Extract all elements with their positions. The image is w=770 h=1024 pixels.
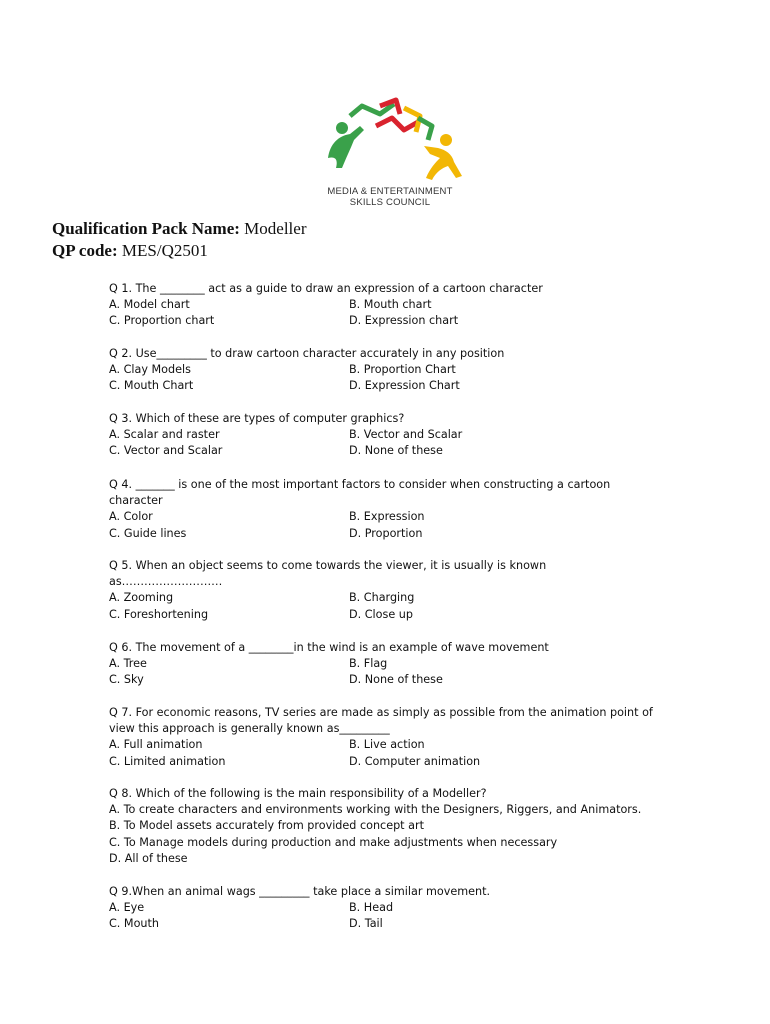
option-b: B. Live action xyxy=(349,738,425,752)
question-1 xyxy=(109,281,709,330)
question-9 xyxy=(109,884,709,933)
question-text: Q 2. Use_________ to draw cartoon character accurately in any position xyxy=(109,347,505,360)
option-a: A. Tree xyxy=(109,657,147,671)
qp-code-line xyxy=(52,241,208,261)
mes-logo-graphic xyxy=(320,96,470,186)
question-8 xyxy=(109,786,709,867)
option-b: B. Proportion Chart xyxy=(349,363,456,377)
mes-logo xyxy=(320,96,470,216)
option-b: B. Mouth chart xyxy=(349,298,432,312)
option-d: D. Computer animation xyxy=(349,754,481,768)
qp-code-label: QP code: xyxy=(52,241,118,260)
question-text: Q 7. For economic reasons, TV series are made as simply as possible from the animation point of xyxy=(109,706,653,719)
option-b: B. To Model assets accurately from provided concept art xyxy=(109,819,424,833)
option-a: A. Eye xyxy=(109,901,145,915)
option-c: C. Foreshortening xyxy=(109,607,209,621)
option-d: D. All of these xyxy=(109,851,188,865)
pack-name-value: Modeller xyxy=(239,219,307,238)
option-a: A. Zooming xyxy=(109,591,174,605)
option-d: D. Expression chart xyxy=(349,314,459,328)
option-a: A. To create characters and environments working with the Designers, Riggers, and Animators. xyxy=(109,803,642,817)
option-c: C. Guide lines xyxy=(109,526,187,540)
option-b: B. Expression xyxy=(349,510,425,524)
option-b: B. Flag xyxy=(349,657,388,671)
question-2 xyxy=(109,346,709,395)
option-a: A. Model chart xyxy=(109,298,190,312)
option-a: A. Clay Models xyxy=(109,363,191,377)
question-6 xyxy=(109,640,709,689)
question-text-cont: character xyxy=(109,494,163,508)
question-text: Q 1. The ________ act as a guide to draw an expression of a cartoon character xyxy=(109,282,543,295)
option-c: C. Mouth Chart xyxy=(109,379,194,393)
question-text: Q 4. _______ is one of the most important factors to consider when constructing a cartoon xyxy=(109,478,611,491)
logo-line-1: MEDIA & ENTERTAINMENT xyxy=(327,186,453,197)
option-b: B. Vector and Scalar xyxy=(349,428,463,442)
option-d: D. None of these xyxy=(349,673,443,687)
question-7 xyxy=(109,705,709,770)
question-text: Q 8. Which of the following is the main responsibility of a Modeller? xyxy=(109,787,487,800)
option-c: C. Mouth xyxy=(109,917,159,931)
question-text: Q 5. When an object seems to come towards the viewer, it is usually is known xyxy=(109,559,547,572)
option-c: C. Limited animation xyxy=(109,754,226,768)
pack-name-line xyxy=(52,219,307,239)
qp-code-value: MES/Q2501 xyxy=(117,241,208,260)
question-text: Q 3. Which of these are types of computer graphics? xyxy=(109,412,405,425)
question-4 xyxy=(109,477,709,542)
option-a: A. Color xyxy=(109,510,153,524)
pack-name-label: Qualification Pack Name: xyxy=(52,219,240,238)
option-d: D. Expression Chart xyxy=(349,379,460,393)
option-c: C. Proportion chart xyxy=(109,314,215,328)
option-b: B. Charging xyxy=(349,591,415,605)
option-b: B. Head xyxy=(349,901,394,915)
option-c: C. To Manage models during production and make adjustments when necessary xyxy=(109,835,558,849)
option-d: D. None of these xyxy=(349,444,443,458)
option-c: C. Vector and Scalar xyxy=(109,444,223,458)
question-text: Q 6. The movement of a ________in the wind is an example of wave movement xyxy=(109,641,549,654)
option-a: A. Full animation xyxy=(109,738,203,752)
option-d: D. Close up xyxy=(349,607,413,621)
question-text: Q 9.When an animal wags _________ take place a similar movement. xyxy=(109,885,491,898)
question-text-cont: view this approach is generally known as_________ xyxy=(109,722,390,736)
option-d: D. Proportion xyxy=(349,526,423,540)
question-3 xyxy=(109,411,709,460)
option-c: C. Sky xyxy=(109,673,144,687)
option-d: D. Tail xyxy=(349,917,383,931)
question-5 xyxy=(109,558,709,623)
option-a: A. Scalar and raster xyxy=(109,428,220,442)
question-text-cont: as……………………… xyxy=(109,575,223,589)
logo-line-2: SKILLS COUNCIL xyxy=(349,197,431,208)
